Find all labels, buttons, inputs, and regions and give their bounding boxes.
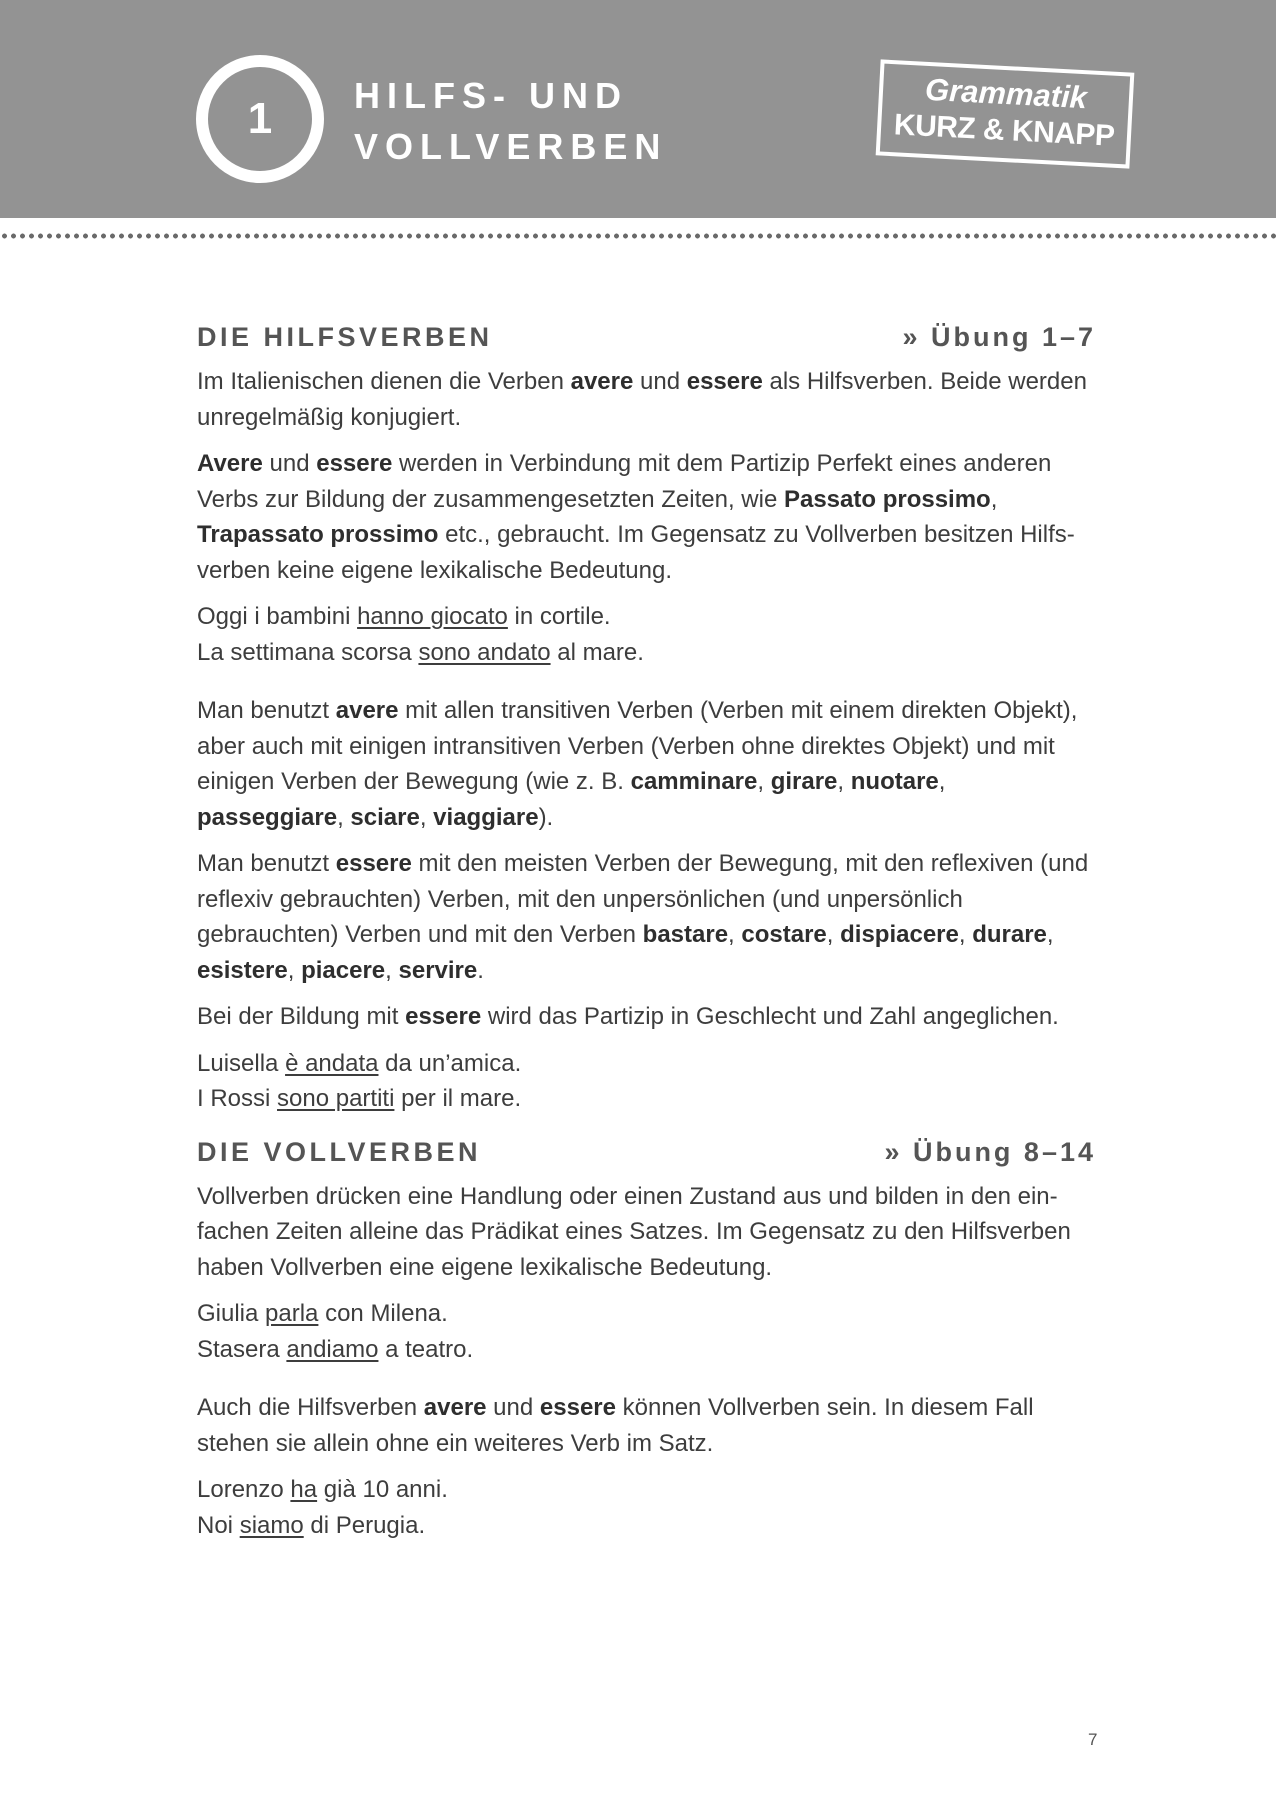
exercise-reference: » Übung 1–7 xyxy=(902,322,1096,352)
section-title: DIE HILFSVERBEN xyxy=(197,322,493,352)
paragraph: Avere und essere werden in Verbindung mit dem Partizip Perfekt eines anderen Verbs zur Bildung der zusammengesetzten Zeiten, wie Passato prossimo, Trapassato prossimo etc., gebraucht. Im Gegensatz zu Vollverben besitzen Hilfsverben keine eigene lexikalische Bedeutung. xyxy=(197,450,1075,584)
paragraph: Man benutzt essere mit den meisten Verben der Bewegung, mit den reflexiven (und reflexiv gebrauchten) Verben, mit den unpersönlichen (und unpersönlich gebrauchten) Verben und mit den Verben bastare, costare, dispiacere, durare, esistere, piacere, servire. xyxy=(197,850,1089,984)
chapter-number: 1 xyxy=(247,94,273,143)
page-number: 7 xyxy=(1088,1730,1098,1749)
paragraph: Man benutzt avere mit allen transitiven Verben (Verben mit einem direkten Objekt), aber auch mit einigen intransitiven Verben (Verben ohne direktes Objekt) und mit einigen Verben der Bewegung (wie z. B. camminare, girare, nuotare, passeggiare, sciare, viaggiare). xyxy=(197,697,1078,831)
paragraph: Im Italienischen dienen die Verben avere und essere als Hilfsverben. Beide werden unregelmäßig konjugiert. xyxy=(197,368,1087,431)
chapter-title-line2: VOLLVERBEN xyxy=(354,126,668,167)
chapter-title xyxy=(354,70,667,172)
section-title: DIE VOLLVERBEN xyxy=(197,1136,482,1167)
chapter-header xyxy=(0,0,1276,218)
example-sentences: Giulia parla con Milena. Stasera andiamo a teatro. xyxy=(197,1300,474,1363)
section-heading-vollverben xyxy=(197,1125,1096,1179)
paragraph: Auch die Hilfsverben avere und essere können Vollverben sein. In diesem Fall stehen sie allein ohne ein weiteres Verb im Satz. xyxy=(197,1394,1034,1457)
stamp-line2: KURZ & KNAPP xyxy=(893,108,1116,153)
exercise-reference: » Übung 8–14 xyxy=(884,1136,1096,1167)
paragraph: Bei der Bildung mit essere wird das Partizip in Geschlecht und Zahl angeglichen. xyxy=(197,1003,1059,1030)
example-sentences: Oggi i bambini hanno giocato in cortile. La settimana scorsa sono andato al mare. xyxy=(197,603,644,666)
chapter-number-badge xyxy=(196,55,324,183)
stamp-line1: Grammatik xyxy=(924,71,1088,116)
example-sentences: Luisella è andata da un’amica. I Rossi sono partiti per il mare. xyxy=(197,1049,522,1112)
grammatik-stamp-logo xyxy=(876,59,1135,168)
chapter-title-line1: HILFS- UND xyxy=(354,75,628,116)
paragraph: Vollverben drücken eine Handlung oder einen Zustand aus und bilden in den einfachen Zeiten alleine das Prädikat eines Satzes. Im Gegensatz zu den Hilfsverben haben Vollverben eine eigene lexikalische Bedeutung. xyxy=(197,1182,1071,1281)
section-heading-hilfsverben xyxy=(197,310,1096,364)
dotted-divider xyxy=(0,231,1276,241)
page-content xyxy=(197,310,1096,1554)
example-sentences: Lorenzo ha già 10 anni. Noi siamo di Perugia. xyxy=(197,1476,448,1539)
